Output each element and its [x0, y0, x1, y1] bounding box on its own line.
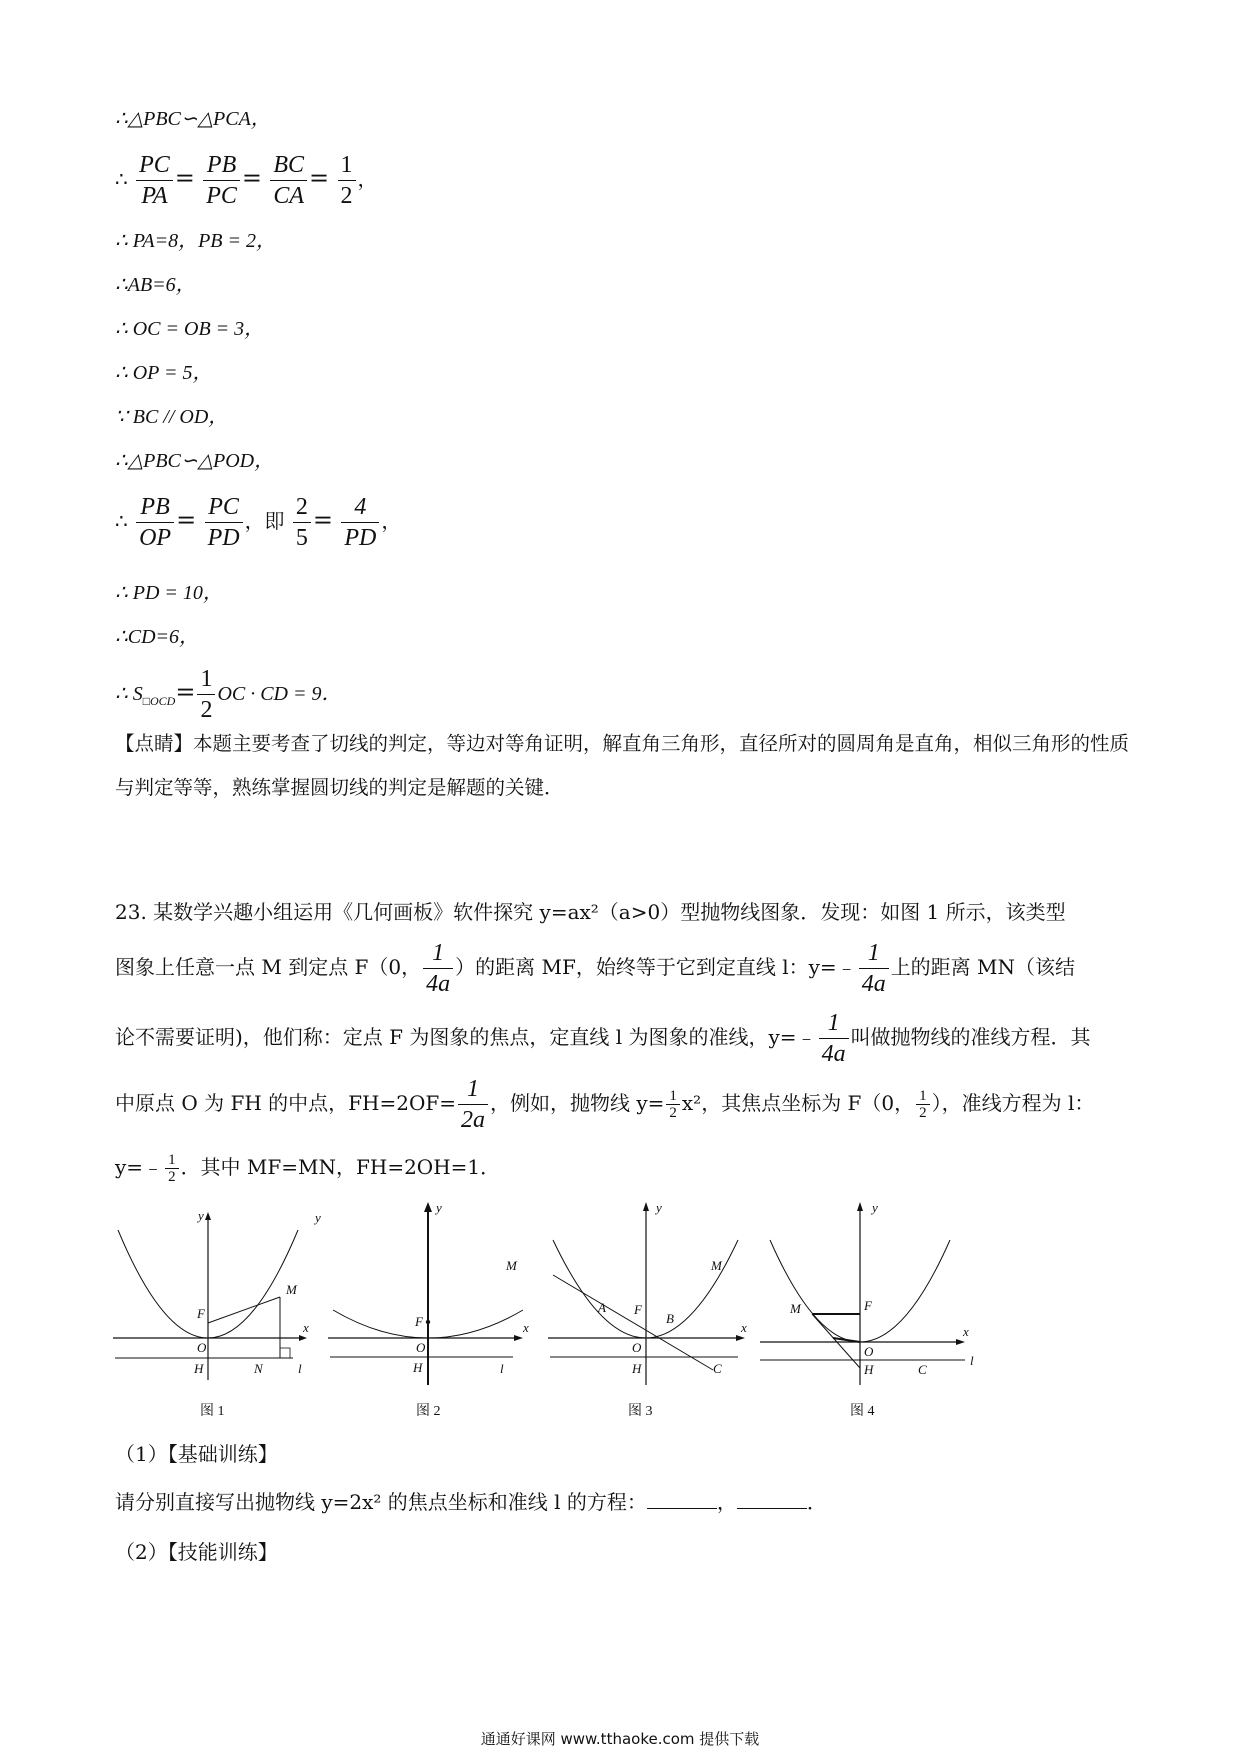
q23-line-4: 中原点 O 为 FH 的中点，FH=2OF= $\frac{1}{2a}$ ，例如，抛物线 y= $\frac{1}{2}$ x²，其焦点坐标为 F（0， $\frac{1}{2}$ ），准线方程为 l： [115, 1076, 1095, 1133]
svg-text:x: x [963, 1324, 969, 1339]
svg-text:M: M [506, 1258, 517, 1273]
fraction: $\frac{1}{2}$ [197, 664, 215, 725]
svg-text:y: y [656, 1200, 662, 1215]
svg-text:A: A [598, 1300, 606, 1315]
svg-text:M: M [711, 1258, 722, 1273]
solution-line-12: ∴ $S_{□OCD}=$ $\frac{1}{2}$ OC · CD = 9． [115, 666, 342, 723]
svg-text:x: x [523, 1320, 529, 1335]
svg-text:C: C [918, 1362, 927, 1377]
svg-text:x: x [303, 1320, 309, 1335]
q23-line-5: y=﹣ $\frac{1}{2}$ ．其中 MF=MN，FH=2OH=1． [115, 1152, 501, 1185]
solution-line-5: ∴ OC = OB = 3， [115, 318, 265, 340]
part1-title: （1）【基础训练】 [115, 1442, 278, 1466]
svg-text:B: B [666, 1311, 674, 1326]
figure-2-caption: 图 2 [416, 1404, 441, 1419]
svg-text:O: O [416, 1340, 426, 1355]
solution-line-2: ∴ $\frac{PC}{PA}$ = $\frac{PB}{PC}$ = $\frac{BC}{CA}$ = $\frac{1}{2}$ ， [115, 152, 378, 209]
fraction: $\frac{1}{2}$ [338, 150, 356, 211]
solution-line-7: ∵ BC // OD， [115, 406, 229, 428]
q23-line-3: 论不需要证明)，他们称：定点 F 为图象的焦点，定直线 l 为图象的准线，y=﹣ $\frac{1}{4a}$ 叫做抛物线的准线方程．其 [115, 1010, 1091, 1067]
svg-text:O: O [197, 1340, 207, 1355]
remark-paragraph: 【点睛】本题主要考查了切线的判定，等边对等角证明，解直角三角形，直径所对的圆周角是直角，相似三角形的性质与判定等等，熟练掌握圆切线的判定是解题的关键． [115, 732, 1130, 799]
solution-line-4: ∴AB=6， [115, 274, 196, 296]
page-footer: 通通好课网 www.tthaoke.com 提供下载 [480, 1730, 760, 1748]
svg-text:x: x [741, 1320, 747, 1335]
solution-line-10: ∴ PD = 10， [115, 582, 223, 604]
svg-text:O: O [632, 1340, 642, 1355]
svg-text:M: M [790, 1301, 801, 1316]
figure-4-caption: 图 4 [850, 1404, 875, 1419]
svg-text:H: H [413, 1360, 423, 1375]
svg-text:y: y [315, 1210, 321, 1225]
figure-3 [548, 1200, 748, 1390]
solution-line-11: ∴CD=6， [115, 626, 200, 648]
part1-question: 请分别直接写出抛物线 y=2x² 的焦点坐标和准线 l 的方程： ， ． [115, 1490, 827, 1514]
fraction: $\frac{BC}{CA}$ [270, 150, 307, 211]
figure-1-caption: 图 1 [200, 1404, 225, 1419]
q23-line-2: 图象上任意一点 M 到定点 F（0， $\frac{1}{4a}$ ）的距离 MF，始终等于它到定直线 l：y=﹣ $\frac{1}{4a}$ 上的距离 MN（该结 [115, 940, 1076, 997]
svg-text:H: H [632, 1361, 642, 1376]
figure-2 [328, 1200, 528, 1390]
fraction: $\frac{PB}{OP}$ [136, 492, 174, 553]
svg-text:F: F [634, 1302, 642, 1317]
figure-1 [113, 1208, 321, 1390]
svg-text:y: y [198, 1208, 204, 1223]
svg-text:l: l [500, 1361, 504, 1376]
fraction: $\frac{PC}{PD}$ [205, 492, 243, 553]
fraction: $\frac{1}{4a}$ [859, 938, 889, 999]
part2-title: （2）【技能训练】 [115, 1540, 278, 1564]
svg-text:N: N [254, 1361, 263, 1376]
svg-text:y: y [436, 1200, 442, 1215]
svg-text:F: F [415, 1314, 423, 1329]
svg-text:l: l [970, 1353, 974, 1368]
svg-text:H: H [194, 1361, 204, 1376]
figure-3-caption: 图 3 [628, 1404, 653, 1419]
fraction: $\frac{1}{4a}$ [423, 938, 453, 999]
fraction: $\frac{PC}{PA}$ [136, 150, 173, 211]
solution-line-6: ∴ OP = 5， [115, 362, 213, 384]
solution-line-9: ∴ $\frac{PB}{OP}$ = $\frac{PC}{PD}$ ，即 $\frac{2}{5}$ = $\frac{4}{PD}$ ， [115, 494, 402, 551]
svg-text:F: F [864, 1298, 872, 1313]
svg-text:O: O [864, 1344, 874, 1359]
fraction: $\frac{PB}{PC}$ [203, 150, 240, 211]
svg-text:H: H [864, 1362, 874, 1377]
svg-text:l: l [298, 1361, 302, 1376]
fraction: $\frac{2}{5}$ [293, 492, 311, 553]
svg-text:M: M [286, 1282, 297, 1297]
answer-blank-1[interactable] [647, 1490, 717, 1509]
solution-line-3: ∴ PA=8，PB = 2， [115, 230, 277, 252]
fraction: $\frac{1}{2}$ [666, 1088, 680, 1121]
q23-line-1: 23. 某数学兴趣小组运用《几何画板》软件探究 y=ax²（a>0）型抛物线图象．发现：如图 1 所示，该类型 [115, 900, 1066, 924]
solution-line-1: ∴△PBC∽△PCA， [115, 108, 271, 130]
fraction: $\frac{1}{4a}$ [819, 1008, 849, 1069]
answer-blank-2[interactable] [737, 1490, 807, 1509]
svg-text:C: C [713, 1361, 722, 1376]
svg-text:F: F [197, 1306, 205, 1321]
figure-4 [760, 1200, 975, 1390]
fraction: $\frac{4}{PD}$ [341, 492, 379, 553]
solution-line-8: ∴△PBC∽△POD， [115, 450, 275, 472]
svg-text:y: y [872, 1200, 878, 1215]
fraction: $\frac{1}{2}$ [916, 1088, 930, 1121]
fraction: $\frac{1}{2}$ [165, 1152, 179, 1185]
fraction: $\frac{1}{2a}$ [458, 1074, 488, 1135]
